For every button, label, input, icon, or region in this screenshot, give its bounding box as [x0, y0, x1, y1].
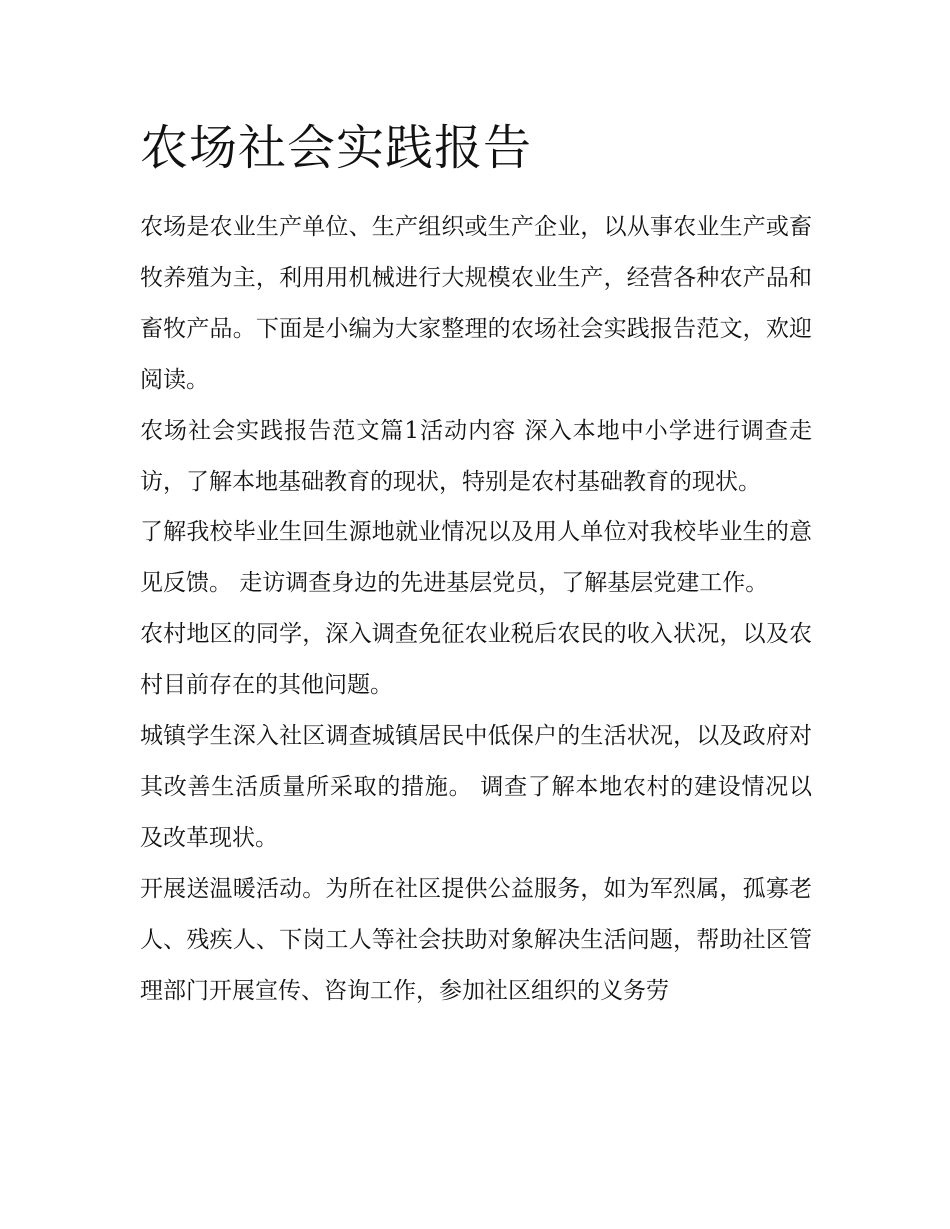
paragraph-urban-survey: 城镇学生深入社区调查城镇居民中低保户的生活状况，以及政府对其改善生活质量所采取的措施。 调查了解本地农村的建设情况以及改革现状。 [140, 723, 812, 851]
paragraph-rural-survey: 农村地区的同学，深入调查免征农业税后农民的收入状况，以及农村目前存在的其他问题。 [140, 621, 812, 699]
paragraph-intro: 农场是农业生产单位、生产组织或生产企业，以从事农业生产或畜牧养殖为主，利用用机械进行大规模农业生产，经营各种农产品和畜牧产品。下面是小编为大家整理的农场社会实践报告范文，欢迎阅读。 [140, 214, 812, 393]
document-title: 农场社会实践报告 [140, 120, 533, 176]
paragraph-activity-content: 农场社会实践报告范文篇1活动内容 深入本地中小学进行调查走访，了解本地基础教育的现状，特别是农村基础教育的现状。 [140, 417, 812, 495]
document-content [140, 110, 812, 1017]
paragraph-warmth-activity: 开展送温暖活动。为所在社区提供公益服务，如为军烈属，孤寡老人、残疾人、下岗工人等社会扶助对象解决生活问题，帮助社区管理部门开展宣传、咨询工作，参加社区组织的义务劳 [140, 875, 812, 1004]
paragraph-graduate-feedback: 了解我校毕业生回生源地就业情况以及用人单位对我校毕业生的意见反馈。 走访调查身边的先进基层党员，了解基层党建工作。 [140, 519, 812, 597]
